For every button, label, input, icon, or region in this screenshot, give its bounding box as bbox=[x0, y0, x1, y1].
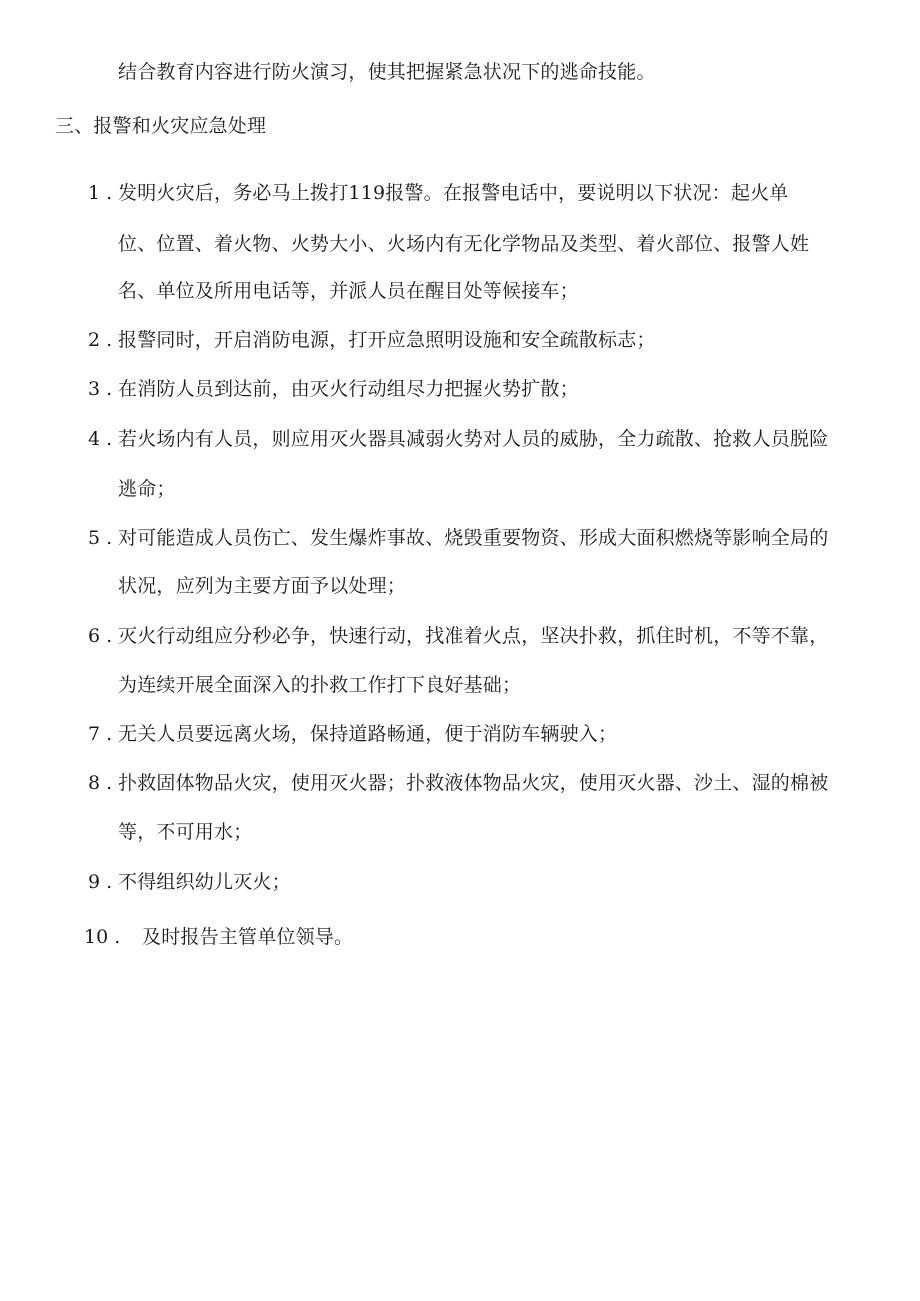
intro-continuation: 结合教育内容进行防火演习，使其把握紧急状况下的逃命技能。 bbox=[118, 61, 656, 83]
item-text: 名、单位及所用电话等，并派人员在醒目处等候接车； bbox=[118, 280, 579, 302]
item-number: 5 . bbox=[88, 527, 113, 549]
item-number: 6 . bbox=[88, 625, 113, 647]
item-text: 在消防人员到达前，由灭火行动组尽力把握火势扩散； bbox=[118, 378, 579, 400]
item-number: 4 . bbox=[88, 428, 113, 450]
item-text: 逃命； bbox=[118, 478, 176, 500]
item-number: 10 . bbox=[84, 926, 121, 948]
item-text: 报警同时，开启消防电源，打开应急照明设施和安全疏散标志； bbox=[118, 329, 656, 351]
item-text: 状况，应列为主要方面予以处理； bbox=[118, 575, 407, 597]
item-number: 2 . bbox=[88, 329, 113, 351]
section-heading: 三、报警和火灾应急处理 bbox=[55, 115, 267, 137]
item-number: 3 . bbox=[88, 378, 113, 400]
item-text: 无关人员要远离火场，保持道路畅通，便于消防车辆驶入； bbox=[118, 723, 618, 745]
item-text: 发明火灾后，务必马上拨打119报警。在报警电话中，要说明以下状况：起火单 bbox=[118, 182, 789, 204]
item-number: 1 . bbox=[88, 182, 113, 204]
item-text: 不得组织幼儿灭火； bbox=[118, 871, 291, 893]
item-number: 9 . bbox=[88, 871, 113, 893]
item-text: 及时报告主管单位领导。 bbox=[142, 926, 354, 948]
item-text: 扑救固体物品火灾，使用灭火器；扑救液体物品火灾，使用灭火器、沙土、湿的棉被 bbox=[118, 772, 829, 794]
item-text: 为连续开展全面深入的扑救工作打下良好基础； bbox=[118, 674, 522, 696]
item-text: 等，不可用水； bbox=[118, 821, 253, 843]
item-number: 8 . bbox=[88, 772, 113, 794]
item-number: 7 . bbox=[88, 723, 113, 745]
item-text: 若火场内有人员，则应用灭火器具减弱火势对人员的威胁，全力疏散、抢救人员脱险 bbox=[118, 428, 829, 450]
item-text: 对可能造成人员伤亡、发生爆炸事故、烧毁重要物资、形成大面积燃烧等影响全局的 bbox=[118, 527, 829, 549]
item-text: 灭火行动组应分秒必争，快速行动，找准着火点，坚决扑救，抓住时机，不等不靠， bbox=[118, 625, 829, 647]
item-text: 位、位置、着火物、火势大小、火场内有无化学物品及类型、着火部位、报警人姓 bbox=[118, 233, 810, 255]
